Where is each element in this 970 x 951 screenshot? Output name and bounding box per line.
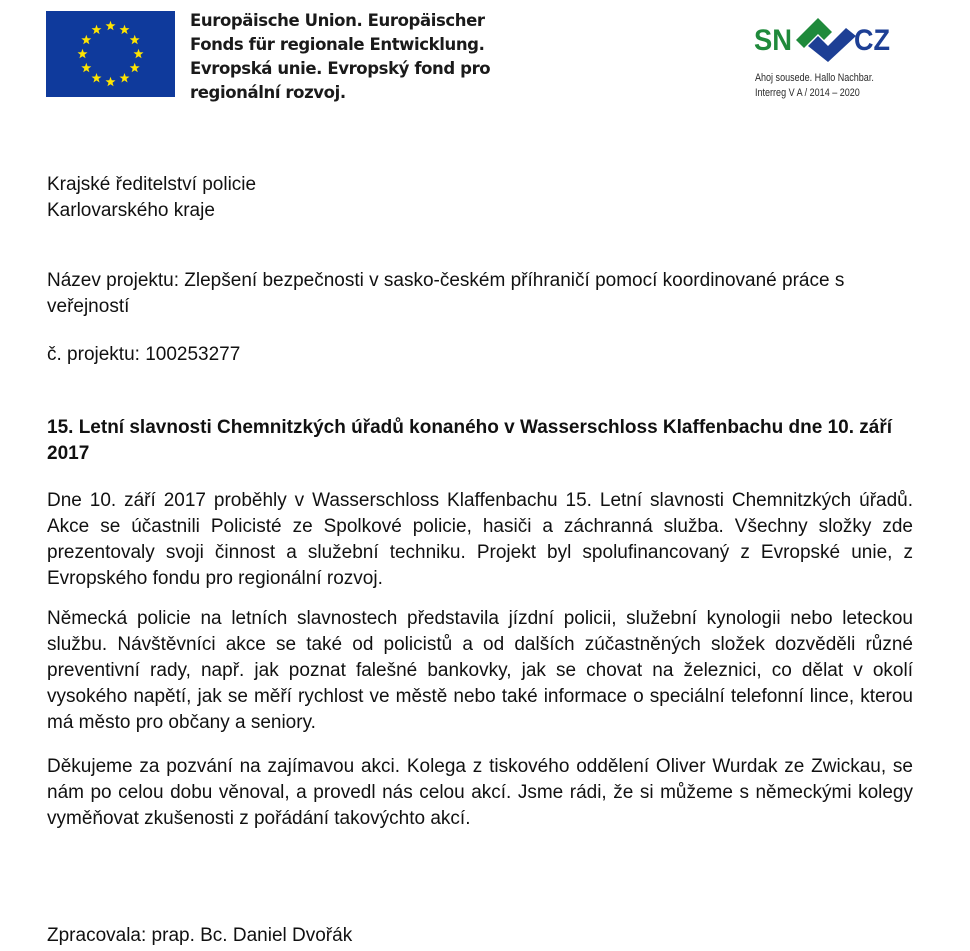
paragraph-1: Dne 10. září 2017 proběhly v Wasserschloss Klaffenbachu 15. Letní slavnosti Chemnitzkých úřadů. Akce se účastnili Policisté ze Spolkové policie, hasiči a záchranná služba. Všechny složky zde prezentovaly svoji činnost a služební techniku. Projekt byl spolufinancovaný z Evropské unie, z Evropského fondu pro regionální rozvoj.: [47, 490, 913, 589]
eu-caption-line: Evropská unie. Evropský fond pro: [190, 59, 491, 78]
paragraph-2: Německá policie na letních slavnostech představila jízdní policii, služební kynologii nebo leteckou službu. Návštěvníci akce se také od policistů a od dalších zúčastněných složek dozvěděli různé preventivní rady, např. jak poznat falešné bankovky, jak se chovat na železnici, co dělat v okolí vysokého napětí, jak se měří rychlost ve městě nebo také informace o speciální telefonní lince, kterou má město pro občany a seniory.: [47, 608, 913, 733]
eu-caption-line: Fonds für regionale Entwicklung.: [190, 35, 485, 54]
sender-block: [47, 172, 913, 224]
sender-line: Krajské ředitelství policie: [47, 174, 257, 195]
eu-funding-caption: [190, 9, 490, 105]
sender-line: Karlovarského kraje: [47, 200, 215, 221]
project-number: č. projektu: 100253277: [47, 344, 241, 365]
paragraph-3: Děkujeme za pozvání na zajímavou akci. Kolega z tiskového oddělení Oliver Wurdak ze Zwickau, se nám po celou dobu věnoval, a provedl nás celou akcí. Jsme rádi, že si můžeme s německými kolegy vyměňovat zkušenosti z pořádání takovýchto akcí.: [47, 756, 913, 829]
eu-flag-icon: [46, 11, 175, 97]
sncz-right-text: CZ: [854, 24, 890, 57]
eu-caption-line: Europäische Union. Europäischer: [190, 11, 485, 30]
sncz-tagline-block: [755, 71, 874, 101]
eu-caption-line: regionální rozvoj.: [190, 83, 346, 102]
letterhead: [0, 0, 970, 120]
sncz-tagline: Ahoj sousede. Hallo Nachbar.: [755, 72, 874, 84]
report-title: 15. Letní slavnosti Chemnitzkých úřadů konaného v Wasserschloss Klaffenbachu dne 10. září 2017: [47, 417, 893, 464]
sncz-program: Interreg V A / 2014 – 2020: [755, 87, 860, 99]
sncz-interreg-logo: [752, 10, 892, 62]
signature: Zpracovala: prap. Bc. Daniel Dvořák: [47, 925, 353, 946]
sncz-left-text: SN: [754, 24, 792, 57]
project-name: Název projektu: Zlepšení bezpečnosti v sasko-českém příhraničí pomocí koordinované práce s veřejností: [47, 270, 845, 317]
